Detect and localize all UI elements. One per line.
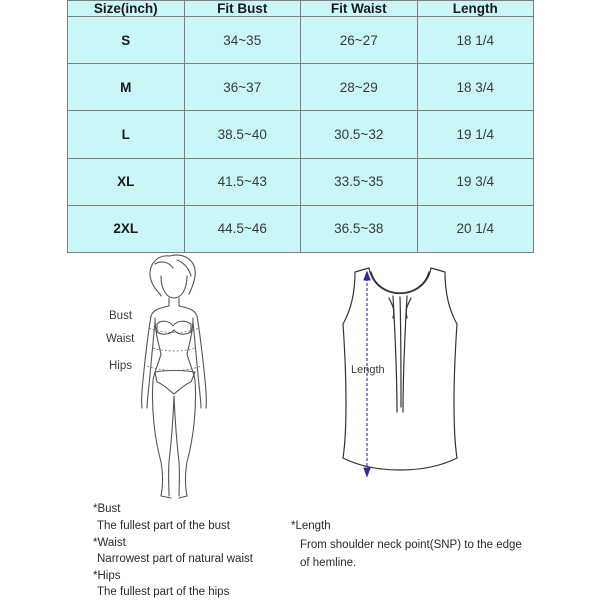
table-row <box>68 158 534 205</box>
length-cell: 18 1/4 <box>417 17 534 64</box>
size-chart-table <box>67 0 534 253</box>
bust-label: Bust <box>109 310 133 322</box>
waist-cell: 28~29 <box>301 64 418 111</box>
length-note-text-2: of hemline. <box>300 557 357 569</box>
length-cell: 20 1/4 <box>417 205 534 252</box>
length-cell: 18 3/4 <box>417 64 534 111</box>
header-fit-waist: Fit Waist <box>301 1 418 17</box>
size-cell: L <box>68 111 185 158</box>
hips-note-text: The fullest part of the hips <box>97 586 230 598</box>
bust-cell: 44.5~46 <box>184 205 301 252</box>
waist-cell: 36.5~38 <box>301 205 418 252</box>
table-row <box>68 205 534 252</box>
waist-cell: 30.5~32 <box>301 111 418 158</box>
length-label: Length <box>351 364 385 376</box>
bust-cell: 36~37 <box>184 64 301 111</box>
length-cell: 19 3/4 <box>417 158 534 205</box>
header-fit-bust: Fit Bust <box>184 1 301 17</box>
size-cell: 2XL <box>68 205 185 252</box>
hips-label: Hips <box>109 360 133 372</box>
bust-cell: 34~35 <box>184 17 301 64</box>
table-header-row <box>68 1 534 17</box>
length-note-text-1: From shoulder neck point(SNP) to the edge <box>300 539 522 551</box>
header-length: Length <box>417 1 534 17</box>
body-measurement-figure <box>125 250 235 500</box>
waist-cell: 33.5~35 <box>301 158 418 205</box>
bust-note-text: The fullest part of the bust <box>97 520 230 532</box>
length-note-title: *Length <box>291 520 331 532</box>
size-cell: S <box>68 17 185 64</box>
waist-note-text: Narrowest part of natural waist <box>97 553 253 565</box>
header-size: Size(inch) <box>68 1 185 17</box>
size-cell: M <box>68 64 185 111</box>
waist-note-title: *Waist <box>93 537 126 549</box>
length-cell: 19 1/4 <box>417 111 534 158</box>
waist-cell: 26~27 <box>301 17 418 64</box>
bust-cell: 38.5~40 <box>184 111 301 158</box>
size-cell: XL <box>68 158 185 205</box>
waist-label: Waist <box>106 333 135 345</box>
bust-note-title: *Bust <box>93 503 121 515</box>
table-row <box>68 17 534 64</box>
table-row <box>68 64 534 111</box>
hips-note-title: *Hips <box>93 570 121 582</box>
table-row <box>68 111 534 158</box>
bust-cell: 41.5~43 <box>184 158 301 205</box>
